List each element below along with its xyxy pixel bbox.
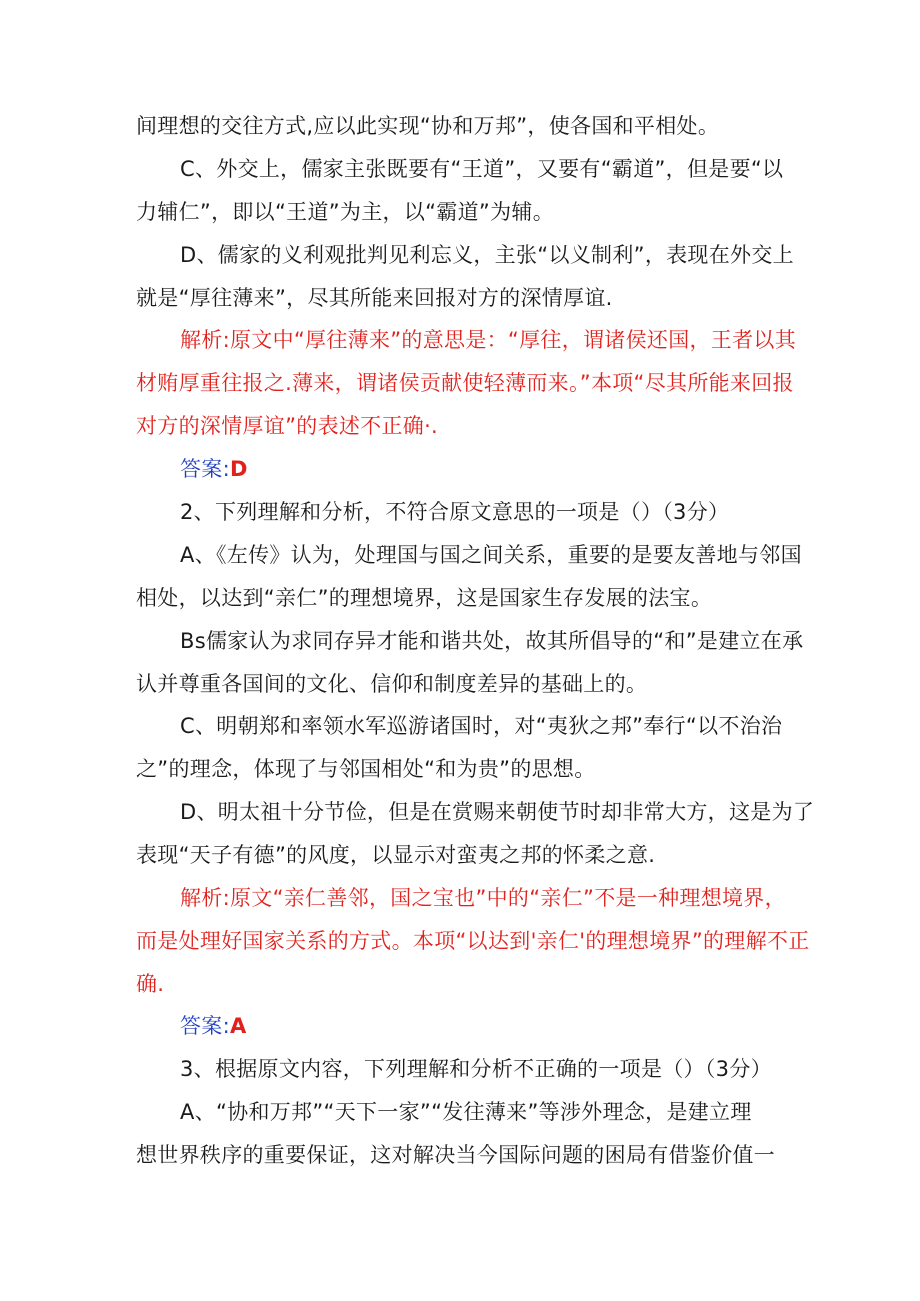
answer-value: D: [229, 457, 248, 481]
question-3: 3、根据原文内容，下列理解和分析不正确的一项是（）（3分）: [180, 1057, 772, 1081]
analysis-text: 确.: [136, 972, 165, 996]
option-c: C、明朝郑和率领水军巡游诸国时，对“夷狄之邦”奉行“以不治治: [180, 714, 783, 738]
text-line: 认并尊重各国间的文化、信仰和制度差异的基础上的。: [136, 672, 648, 696]
option-d: D、明太祖十分节俭，但是在赏赐来朝使节时却非常大方，这是为了: [180, 800, 815, 824]
option-b: Bs儒家认为求同存异才能和谐共处，故其所倡导的“和”是建立在承: [180, 629, 804, 653]
question-2: 2、下列理解和分析，不符合原文意思的一项是（）（3分）: [180, 500, 730, 524]
answer-label: 答案:: [180, 457, 230, 481]
answer-value: A: [229, 1014, 247, 1038]
text-line: 表现“天子有德”的风度，以显示对蛮夷之邦的怀柔之意.: [136, 843, 656, 867]
analysis-text: 而是处理好国家关系的方式。本项“以达到'亲仁'的理想境界”的理解不正: [136, 929, 810, 953]
option-a: A、《左传》认为，处理国与国之间关系，重要的是要友善地与邻国: [180, 543, 802, 567]
text-line: 之”的理念，体现了与邻国相处“和为贵”的思想。: [136, 757, 596, 781]
text-line: 想世界秩序的重要保证，这对解决当今国际问题的困局有借鉴价值一: [136, 1143, 775, 1167]
text-line: 间理想的交往方式,应以此实现“协和万邦”，使各国和平相处。: [136, 114, 720, 138]
option-c: C、外交上，儒家主张既要有“王道”，又要有“霸道”，但是要“以: [180, 157, 784, 181]
analysis-text: 材贿厚重往报之.薄来，谓诸侯贡献使轻薄而来。”本项“尽其所能来回报: [136, 371, 794, 395]
option-d: D、儒家的义利观批判见利忘义，主张“以义制利”，表现在外交上: [180, 243, 794, 267]
analysis-text: 解析:原文“亲仁善邻，国之宝也”中的“亲仁”不是一种理想境界，: [180, 886, 786, 910]
answer-line: [180, 455, 840, 483]
option-a: A、“协和万邦”“天下一家”“发往薄来”等涉外理念，是建立理: [180, 1100, 752, 1124]
answer-label: 答案:: [180, 1014, 230, 1038]
answer-line: [180, 1012, 840, 1040]
text-line: 就是“厚往薄来”，尽其所能来回报对方的深情厚谊.: [136, 286, 613, 310]
text-line: 相处，以达到“亲仁”的理想境界，这是国家生存发展的法宝。: [136, 586, 713, 610]
text-line: 力辅仁”，即以“王道”为主，以“霸道”为辅。: [136, 200, 554, 224]
analysis-text: 对方的深情厚谊”的表述不正确·.: [136, 414, 439, 438]
analysis-text: 解析:原文中“厚往薄来”的意思是：“厚往，谓诸侯还国，王者以其: [180, 328, 797, 352]
